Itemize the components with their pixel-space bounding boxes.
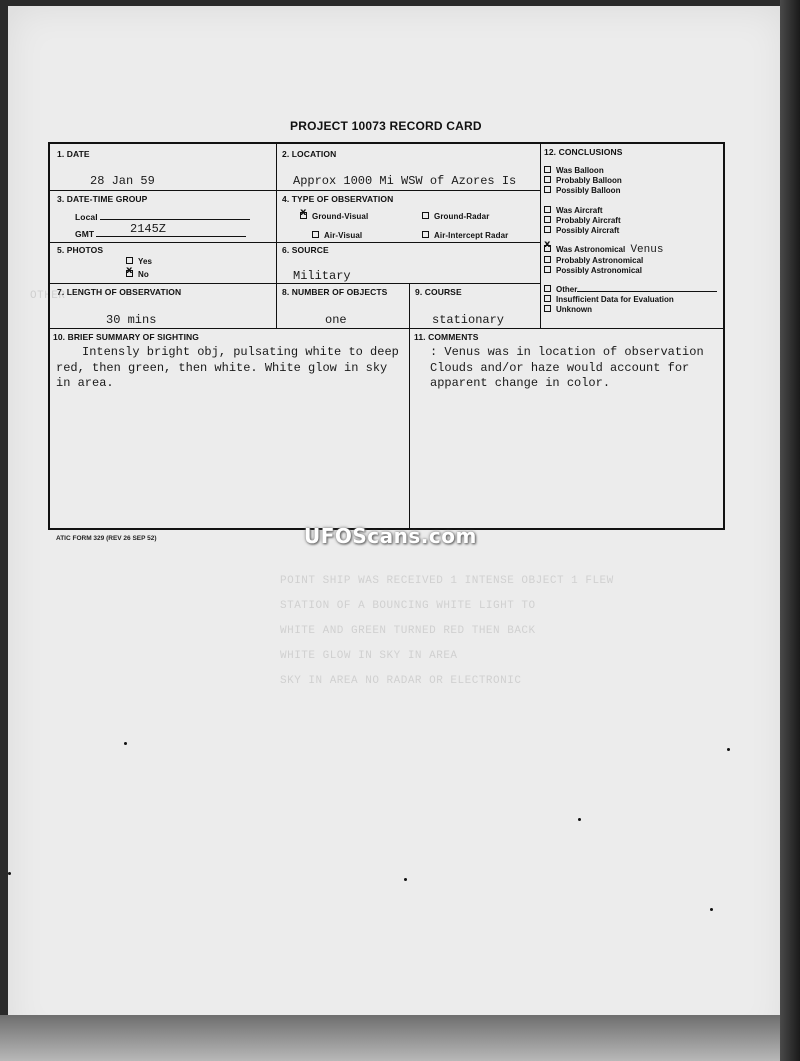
course-value: stationary <box>432 313 505 327</box>
gmt-time-value: 2145Z <box>130 222 167 236</box>
conclusions-aircraft-group <box>544 206 621 235</box>
comment-line: Clouds and/or haze would account for <box>430 360 690 375</box>
bleed-through-text: OTHER <box>30 290 66 302</box>
conclusions-label: 12. CONCLUSIONS <box>544 147 623 157</box>
brief-summary-label: 10. BRIEF SUMMARY OF SIGHTING <box>53 332 199 342</box>
location-label: 2. LOCATION <box>282 149 337 159</box>
probably-balloon-checkbox[interactable]: Probably Balloon <box>544 176 622 186</box>
summary-line: in area. <box>56 376 114 390</box>
bleed-through-text: STATION OF A BOUNCING WHITE LIGHT TO <box>280 600 536 612</box>
unknown-checkbox[interactable]: Unknown <box>544 305 717 315</box>
photos-label: 5. PHOTOS <box>57 245 104 255</box>
comments-label: 11. COMMENTS <box>414 332 479 342</box>
gmt-time-field: GMT <box>75 229 246 239</box>
page-title: PROJECT 10073 RECORD CARD <box>290 119 482 133</box>
insufficient-data-checkbox[interactable]: Insufficient Data for Evaluation <box>544 295 717 305</box>
scan-speck <box>124 742 127 745</box>
length-of-observation-value: 30 mins <box>106 313 157 327</box>
air-intercept-radar-checkbox[interactable]: Air-Intercept Radar <box>422 231 508 240</box>
date-label: 1. DATE <box>57 149 90 159</box>
source-value: Military <box>293 269 351 283</box>
conclusions-balloon-group <box>544 166 622 195</box>
was-astronomical-checkbox[interactable]: xWas Astronomical Venus <box>544 245 663 256</box>
probably-aircraft-checkbox[interactable]: Probably Aircraft <box>544 216 621 226</box>
bleed-through-text: WHITE AND GREEN TURNED RED THEN BACK <box>280 625 536 637</box>
source-label: 6. SOURCE <box>282 245 329 255</box>
local-time-field: Local <box>75 212 250 222</box>
comment-line: : Venus was in location of observation <box>430 345 704 359</box>
date-value: 28 Jan 59 <box>90 174 155 188</box>
possibly-aircraft-checkbox[interactable]: Possibly Aircraft <box>544 226 621 236</box>
summary-line: red, then green, then white. White glow in sky <box>56 360 388 375</box>
summary-line: Intensly bright obj, pulsating white to deep <box>82 345 399 359</box>
bleed-through-text: POINT SHIP WAS RECEIVED 1 INTENSE OBJECT 1 FLEW <box>280 575 614 587</box>
date-time-group-label: 3. DATE-TIME GROUP <box>57 194 148 204</box>
scan-speck <box>404 878 407 881</box>
other-checkbox[interactable]: Other <box>544 285 717 295</box>
conclusions-astronomical-group <box>544 245 663 275</box>
comment-line: apparent change in color. <box>430 376 611 390</box>
number-of-objects-value: one <box>325 313 347 327</box>
air-visual-checkbox[interactable]: Air-Visual <box>312 231 362 240</box>
number-of-objects-label: 8. NUMBER OF OBJECTS <box>282 287 388 297</box>
scan-speck <box>710 908 713 911</box>
location-value: Approx 1000 Mi WSW of Azores Is <box>293 174 517 188</box>
ground-visual-checkbox[interactable]: xGround-Visual <box>300 212 368 221</box>
scan-speck <box>727 748 730 751</box>
bleed-through-text: SKY IN AREA NO RADAR OR ELECTRONIC <box>280 675 522 687</box>
astronomical-note: Venus <box>630 244 664 256</box>
probably-astronomical-checkbox[interactable]: Probably Astronomical <box>544 256 663 266</box>
brief-summary-text <box>56 345 462 392</box>
course-label: 9. COURSE <box>415 287 462 297</box>
form-number: ATIC FORM 329 (REV 26 SEP 52) <box>56 535 157 542</box>
was-aircraft-checkbox[interactable]: Was Aircraft <box>544 206 621 216</box>
record-card <box>48 142 725 530</box>
type-of-observation-label: 4. TYPE OF OBSERVATION <box>282 194 394 204</box>
possibly-balloon-checkbox[interactable]: Possibly Balloon <box>544 186 622 196</box>
scan-speck <box>578 818 581 821</box>
bleed-through-text: WHITE GLOW IN SKY IN AREA <box>280 650 458 662</box>
photos-no-checkbox[interactable]: xNo <box>126 270 149 279</box>
conclusions-other-group <box>544 285 717 314</box>
possibly-astronomical-checkbox[interactable]: Possibly Astronomical <box>544 266 663 276</box>
comments-text <box>430 345 730 392</box>
scan-right-edge <box>780 0 800 1061</box>
scan-speck <box>8 872 11 875</box>
ground-radar-checkbox[interactable]: Ground-Radar <box>422 212 489 221</box>
was-balloon-checkbox[interactable]: Was Balloon <box>544 166 622 176</box>
scan-bottom-edge <box>0 1015 800 1061</box>
length-of-observation-label: 7. LENGTH OF OBSERVATION <box>57 287 182 297</box>
photos-yes-checkbox[interactable]: Yes <box>126 257 152 266</box>
watermark: UFOScans.com <box>304 524 477 548</box>
